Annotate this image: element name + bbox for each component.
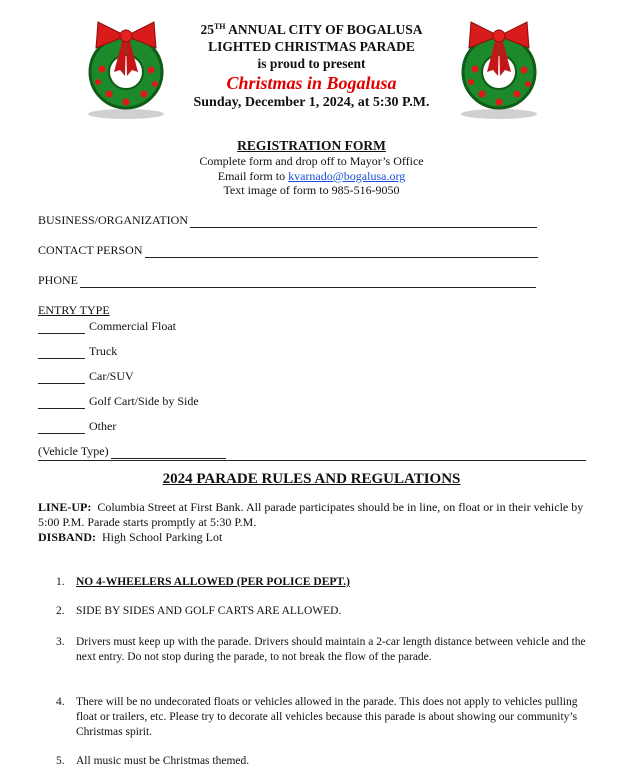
- entry-option-blank[interactable]: [38, 347, 85, 359]
- rule-item: [56, 575, 586, 590]
- annual-number: 25: [200, 22, 214, 37]
- registration-text-line: Text image of form to 985-516-9050: [223, 183, 400, 197]
- rule-number: 2.: [56, 605, 65, 617]
- lineup-text: Columbia Street at First Bank. All parade participates should be in line, on float or in their vehicle by 5:00 P.M. Parade starts promptly at 5:30 P.M.: [38, 500, 584, 529]
- annual-suffix: TH: [213, 22, 226, 31]
- phone-label: PHONE: [38, 273, 79, 287]
- registration-block: [0, 137, 623, 198]
- entry-option[interactable]: [38, 344, 117, 359]
- header-line-2: LIGHTED CHRISTMAS PARADE: [208, 39, 415, 54]
- vehicle-type-label: (Vehicle Type): [38, 444, 109, 458]
- vehicle-type-blank[interactable]: [111, 447, 226, 459]
- entry-option-label: Commercial Float: [89, 319, 176, 333]
- entry-option-label: Other: [89, 419, 117, 433]
- vehicle-type-field[interactable]: [38, 444, 226, 459]
- disband-paragraph: [38, 530, 586, 545]
- rule-number: 5.: [56, 755, 65, 767]
- rules-title: 2024 PARADE RULES AND REGULATIONS: [162, 471, 461, 487]
- entry-option-label: Car/SUV: [89, 369, 134, 383]
- header-line-1: [150, 18, 473, 38]
- entry-option-blank[interactable]: [38, 422, 85, 434]
- lineup-label: LINE-UP:: [38, 500, 92, 514]
- disband-label: DISBAND:: [38, 530, 97, 544]
- registration-email-line: [0, 169, 623, 184]
- rule-item: [56, 604, 586, 619]
- contact-blank[interactable]: [145, 246, 538, 258]
- rule-item: [56, 754, 586, 769]
- email-prefix: Email form to: [217, 168, 286, 183]
- rule-number: 1.: [56, 576, 65, 588]
- section-divider: [38, 460, 586, 461]
- entry-option-blank[interactable]: [38, 372, 85, 384]
- rule-item: [56, 695, 586, 740]
- rule-text: Drivers must keep up with the parade. Drivers should maintain a 2-car length distance between vehicle and the next entry. Do not stop during the parade, to not break the flow of the parade.: [76, 636, 586, 663]
- entry-option-blank[interactable]: [38, 397, 85, 409]
- event-date: Sunday, December 1, 2024, at 5:30 P.M.: [193, 95, 430, 110]
- entry-option[interactable]: [38, 394, 199, 409]
- rule-text: There will be no undecorated floats or vehicles allowed in the parade. This does not apply to vehicles pulling float or trailers, etc. Please try to decorate all vehicles because this parade is about showing our community’s Christmas spirit.: [76, 696, 578, 738]
- business-blank[interactable]: [190, 216, 537, 228]
- entry-type-label: ENTRY TYPE: [38, 303, 110, 317]
- event-name: Christmas in Bogalusa: [226, 73, 397, 93]
- rule-text: SIDE BY SIDES AND GOLF CARTS ARE ALLOWED.: [76, 605, 342, 617]
- entry-option[interactable]: [38, 419, 116, 434]
- entry-option-label: Truck: [89, 344, 118, 358]
- business-field[interactable]: [38, 213, 537, 228]
- business-label: BUSINESS/ORGANIZATION: [38, 213, 189, 227]
- header-line-3: is proud to present: [257, 56, 366, 71]
- contact-label: CONTACT PERSON: [38, 243, 143, 257]
- header: [150, 18, 473, 112]
- rule-number: 3.: [56, 636, 65, 648]
- phone-field[interactable]: [38, 273, 536, 288]
- rule-item: [56, 635, 586, 665]
- contact-field[interactable]: [38, 243, 538, 258]
- entry-option[interactable]: [38, 319, 176, 334]
- rule-text: NO 4-WHEELERS ALLOWED (PER POLICE DEPT.): [76, 576, 350, 588]
- email-link[interactable]: kvarnado@bogalusa.org: [288, 168, 406, 183]
- registration-title: REGISTRATION FORM: [237, 138, 386, 153]
- phone-blank[interactable]: [80, 276, 536, 288]
- entry-option[interactable]: [38, 369, 134, 384]
- disband-text: High School Parking Lot: [102, 530, 223, 544]
- header-line-1-text: ANNUAL CITY OF BOGALUSA: [228, 22, 423, 37]
- entry-option-blank[interactable]: [38, 322, 85, 334]
- registration-instructions: Complete form and drop off to Mayor’s Office: [199, 154, 424, 168]
- lineup-paragraph: [38, 500, 586, 530]
- rule-text: All music must be Christmas themed.: [76, 755, 250, 767]
- entry-option-label: Golf Cart/Side by Side: [89, 394, 199, 408]
- rule-number: 4.: [56, 696, 65, 708]
